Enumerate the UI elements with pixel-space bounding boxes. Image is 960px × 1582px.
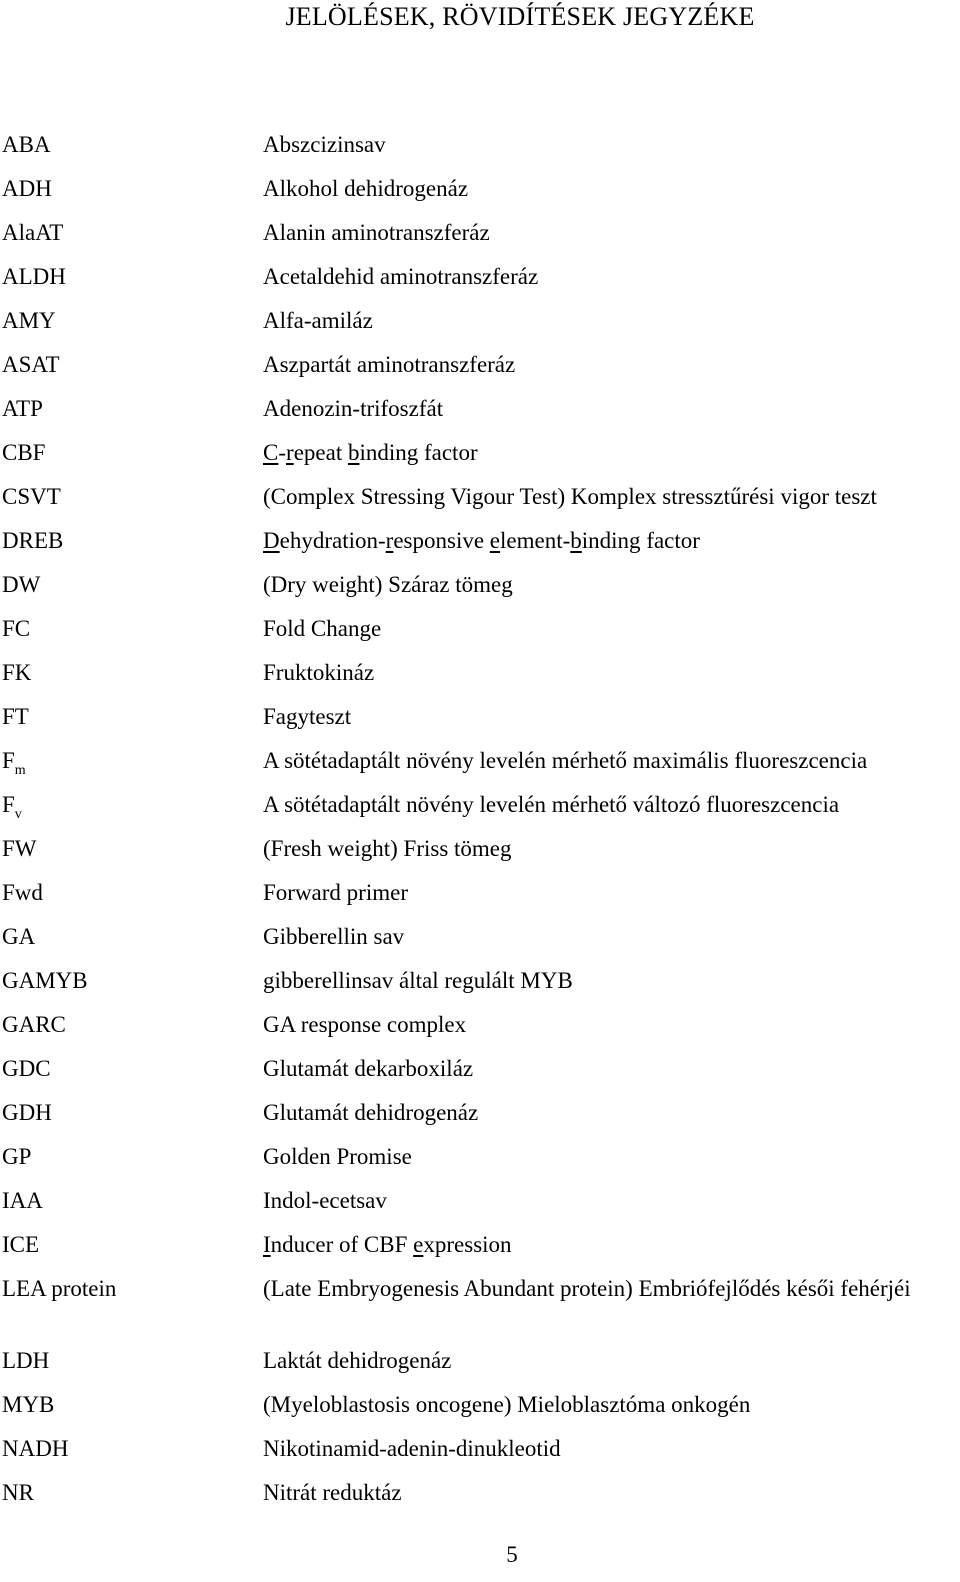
- abbreviation: GA: [2, 924, 36, 949]
- definition: Alfa-amiláz: [263, 308, 373, 333]
- abbreviation: ATP: [2, 396, 43, 421]
- abbreviation: GDH: [2, 1100, 52, 1125]
- definition: Dehydration-responsive element-binding factor: [263, 528, 700, 553]
- abbreviation: GDC: [2, 1056, 51, 1081]
- abbreviation: LEA protein: [2, 1276, 117, 1301]
- abbreviation: AMY: [2, 308, 56, 333]
- definition: (Late Embryogenesis Abundant protein) Embriófejlődés késői fehérjéi: [263, 1276, 911, 1301]
- definition: C-repeat binding factor: [263, 440, 478, 465]
- definition: Abszcizinsav: [263, 132, 386, 157]
- abbreviation: DW: [2, 572, 41, 597]
- definition: Gibberellin sav: [263, 924, 405, 949]
- abbreviation-subscript: m: [14, 763, 26, 778]
- definition: Alkohol dehidrogenáz: [263, 176, 469, 201]
- definition: Indol-ecetsav: [263, 1188, 387, 1213]
- abbreviation: FC: [2, 616, 31, 641]
- abbreviation: NADH: [2, 1436, 69, 1461]
- abbreviation: Fwd: [2, 880, 43, 905]
- definition: Golden Promise: [263, 1144, 412, 1169]
- definition: Inducer of CBF expression: [263, 1232, 512, 1257]
- definition: Nikotinamid-adenin-dinukleotid: [263, 1436, 561, 1461]
- definition: Glutamát dehidrogenáz: [263, 1100, 479, 1125]
- abbreviation: MYB: [2, 1392, 55, 1417]
- abbreviation: ALDH: [2, 264, 66, 289]
- definition: (Complex Stressing Vigour Test) Komplex stressztűrési vigor teszt: [263, 484, 877, 509]
- definition: Fruktokináz: [263, 660, 375, 685]
- definition: (Myeloblastosis oncogene) Mieloblasztóma onkogén: [263, 1392, 751, 1417]
- page-number: 5: [506, 1542, 518, 1567]
- abbreviation-base: F: [2, 748, 15, 773]
- abbreviation: [2, 790, 22, 824]
- abbreviation: ADH: [2, 176, 52, 201]
- definition: gibberellinsav által regulált MYB: [263, 968, 573, 993]
- definition: Aszpartát aminotranszferáz: [263, 352, 516, 377]
- definition: Adenozin-trifoszfát: [263, 396, 444, 421]
- definition: Forward primer: [263, 880, 408, 905]
- definition: Glutamát dekarboxiláz: [263, 1056, 474, 1081]
- abbreviation: GARC: [2, 1012, 66, 1037]
- abbreviation: ASAT: [2, 352, 60, 377]
- definition: (Dry weight) Száraz tömeg: [263, 572, 513, 597]
- definition: A sötétadaptált növény levelén mérhető maximális fluoreszcencia: [263, 748, 868, 773]
- abbreviation: AlaAT: [2, 220, 64, 245]
- definition: Laktát dehidrogenáz: [263, 1348, 452, 1373]
- abbreviation: IAA: [2, 1188, 43, 1213]
- abbreviation: FT: [2, 704, 29, 729]
- definition: GA response complex: [263, 1012, 467, 1037]
- definition: Alanin aminotranszferáz: [263, 220, 490, 245]
- definition: Fagyteszt: [263, 704, 352, 729]
- abbreviation: ICE: [2, 1232, 40, 1257]
- abbreviation: [2, 746, 26, 780]
- abbreviation: DREB: [2, 528, 64, 553]
- abbreviation: GP: [2, 1144, 32, 1169]
- definition: Acetaldehid aminotranszferáz: [263, 264, 539, 289]
- definition: Fold Change: [263, 616, 382, 641]
- abbreviation: LDH: [2, 1348, 50, 1373]
- abbreviation: CBF: [2, 440, 46, 465]
- definition: (Fresh weight) Friss tömeg: [263, 836, 512, 861]
- page-title: JELÖLÉSEK, RÖVIDÍTÉSEK JEGYZÉKE: [285, 2, 755, 31]
- abbreviation: CSVT: [2, 484, 61, 509]
- abbreviation: ABA: [2, 132, 51, 157]
- definition: A sötétadaptált növény levelén mérhető változó fluoreszcencia: [263, 792, 840, 817]
- definition: Nitrát reduktáz: [263, 1480, 402, 1505]
- abbreviation: FK: [2, 660, 32, 685]
- abbreviation-base: F: [2, 792, 15, 817]
- abbreviation: NR: [2, 1480, 34, 1505]
- abbreviation: GAMYB: [2, 968, 88, 993]
- abbreviation-subscript: v: [14, 807, 22, 822]
- abbreviation: FW: [2, 836, 37, 861]
